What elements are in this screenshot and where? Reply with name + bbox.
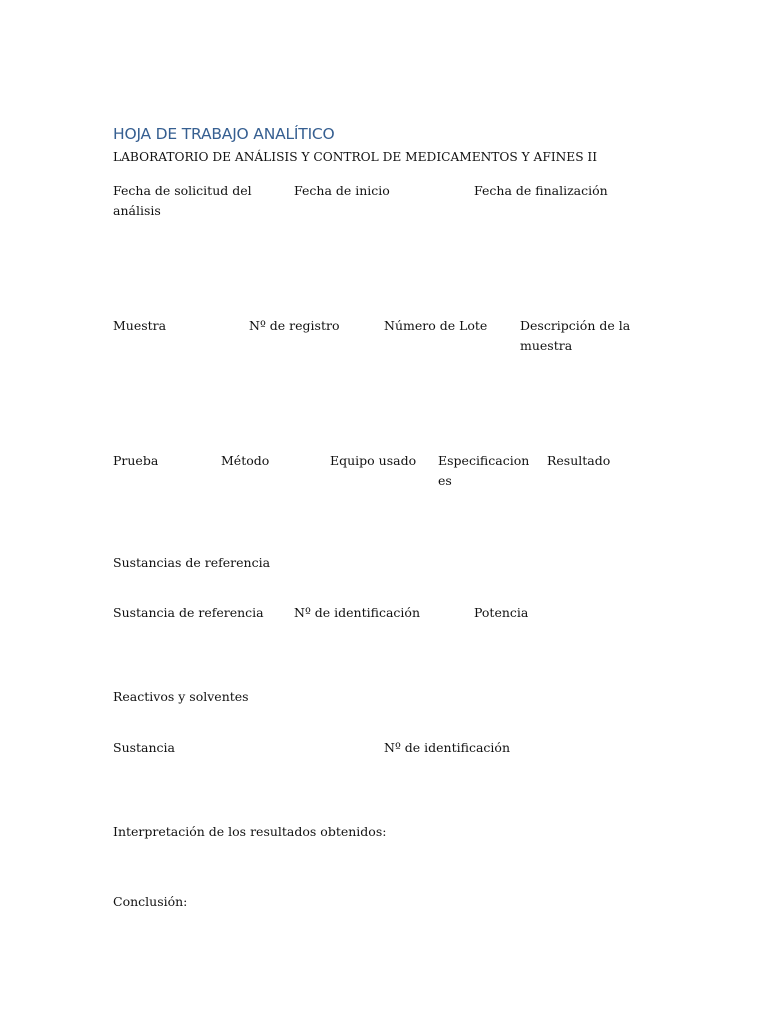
column-test: Prueba <box>113 453 159 468</box>
column-identification-number: Nº de identificación <box>294 605 420 620</box>
reagents-heading: Reactivos y solventes <box>113 689 249 704</box>
column-request-date: Fecha de solicitud del análisis <box>113 183 252 218</box>
column-registry-number: Nº de registro <box>249 318 340 333</box>
column-reference-substance: Sustancia de referencia <box>113 605 264 620</box>
column-sample: Muestra <box>113 318 167 333</box>
document-subtitle: LABORATORIO DE ANÁLISIS Y CONTROL DE MEDICAMENTOS Y AFINES II <box>113 150 598 164</box>
column-substance: Sustancia <box>113 740 176 755</box>
reference-substances-heading: Sustancias de referencia <box>113 555 271 570</box>
column-reagent-identification-number: Nº de identificación <box>384 740 510 755</box>
document-title: HOJA DE TRABAJO ANALÍTICO <box>113 125 335 143</box>
column-sample-description: Descripción de la muestra <box>520 318 631 353</box>
conclusion-label: Conclusión: <box>113 894 188 909</box>
column-end-date: Fecha de finalización <box>474 183 608 198</box>
column-lot-number: Número de Lote <box>384 318 488 333</box>
column-result: Resultado <box>547 453 611 468</box>
column-start-date: Fecha de inicio <box>294 183 390 198</box>
column-method: Método <box>221 453 270 468</box>
column-potency: Potencia <box>474 605 529 620</box>
interpretation-label: Interpretación de los resultados obtenidos: <box>113 824 387 839</box>
column-equipment: Equipo usado <box>330 453 417 468</box>
column-specifications: Especificaciones <box>438 453 530 488</box>
